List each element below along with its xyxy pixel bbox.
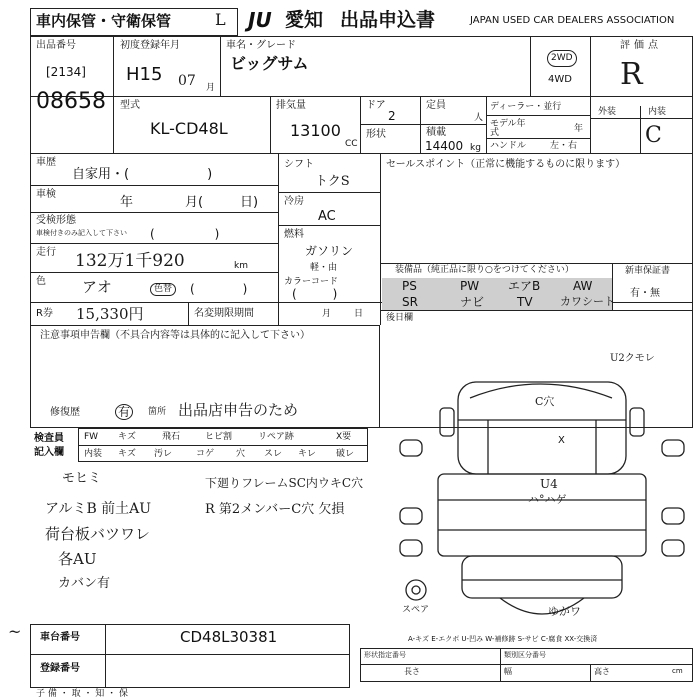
exterior-value: C bbox=[645, 123, 662, 148]
model-label: 型式 bbox=[120, 100, 140, 111]
chassis-value: CD48L30381 bbox=[180, 628, 278, 646]
lot-number: 08658 bbox=[36, 89, 106, 114]
equip-sr: SR bbox=[402, 295, 418, 309]
size-shape-no: 形状指定番号 bbox=[364, 651, 406, 659]
lot-label: 出品番号 bbox=[36, 40, 76, 51]
equip-airbag: エアB bbox=[508, 279, 541, 293]
shaken-month: 月( bbox=[185, 195, 204, 210]
load-unit: kg bbox=[470, 143, 481, 153]
org-name: 愛知 bbox=[285, 9, 324, 31]
damage-legend: A-キズ E-エクボ U-凹み W-補修跡 S-サビ C-腐食 XX-交換済 bbox=[408, 635, 598, 643]
car-name: ビッグサム bbox=[230, 54, 309, 73]
reg-era: H15 bbox=[126, 64, 163, 85]
repair-place: 箇所 bbox=[148, 407, 167, 417]
inspector-label: 検査員 bbox=[34, 433, 64, 444]
shift-label: シフト bbox=[284, 159, 314, 170]
insp-tobiishi: 飛石 bbox=[162, 432, 181, 442]
insp-int-cut: キレ bbox=[298, 449, 316, 459]
repair-circle: 有 bbox=[115, 404, 133, 420]
history-label: 車歴 bbox=[36, 157, 56, 168]
capacity-label: 定員 bbox=[426, 100, 446, 111]
hand-note-3: 荷台板バツワレ bbox=[45, 525, 151, 543]
shaken-day: 日) bbox=[240, 195, 259, 210]
storage-mark: L bbox=[215, 10, 226, 29]
load-label: 積載 bbox=[426, 127, 446, 138]
capacity-unit: 人 bbox=[474, 113, 484, 123]
insp-need: X要 bbox=[336, 432, 352, 442]
insp-int-tear: 破レ bbox=[336, 449, 355, 459]
reg-label: 初度登録年月 bbox=[120, 40, 180, 51]
shift-value: トクS bbox=[315, 174, 350, 189]
handle-lr: 左・右 bbox=[550, 141, 578, 151]
equip-ps: PS bbox=[402, 279, 417, 293]
diagram-pillar: ハ°ハゲ bbox=[528, 493, 567, 506]
shaken-label: 車検 bbox=[36, 189, 56, 200]
car-name-label: 車名・グレード bbox=[226, 40, 296, 51]
displacement-unit: CC bbox=[345, 139, 358, 149]
equip-pw: PW bbox=[460, 279, 480, 293]
insp-kizu: キズ bbox=[118, 432, 136, 442]
handle-label: ハンドル bbox=[490, 141, 527, 151]
storage-label: 車内保管・守衛保管 bbox=[36, 12, 172, 30]
equip-tv: TV bbox=[517, 295, 533, 309]
reg-month-suffix: 月 bbox=[206, 83, 216, 93]
insp-int-kizu: キズ bbox=[118, 449, 136, 459]
repair-text: 出品店申告のため bbox=[178, 401, 299, 419]
association-name: JAPAN USED CAR DEALERS ASSOCIATION bbox=[470, 15, 675, 26]
size-length: 長さ bbox=[404, 667, 420, 676]
inspector-label-2: 記入欄 bbox=[34, 447, 64, 458]
reg-month: 07 bbox=[178, 73, 196, 89]
equip-label: 装備品（純正品に限り○をつけてください） bbox=[395, 265, 574, 275]
color-code-paren: ( ) bbox=[190, 282, 248, 296]
name-change-day: 日 bbox=[354, 309, 364, 319]
form-title: 出品申込書 bbox=[340, 9, 436, 31]
repair-label: 修復歴 bbox=[50, 407, 80, 418]
color-label: 色 bbox=[36, 276, 46, 287]
fuel-label: 燃料 bbox=[284, 229, 304, 240]
insp-int-rub: スレ bbox=[264, 449, 283, 459]
color-value: アオ bbox=[82, 278, 112, 296]
hand-note-7: R 第2メンバーC穴 欠損 bbox=[205, 502, 345, 517]
drive-badge: 2WD bbox=[547, 50, 577, 67]
size-class-no: 類別区分番号 bbox=[504, 651, 546, 659]
displacement-label: 排気量 bbox=[276, 100, 306, 111]
chassis-label: 車台番号 bbox=[40, 632, 80, 643]
doors-label: ドア bbox=[366, 100, 386, 111]
size-width: 幅 bbox=[504, 667, 512, 676]
margin-mark: ~ bbox=[8, 622, 22, 641]
insp-int: 内装 bbox=[84, 449, 103, 459]
size-cm-unit: cm bbox=[672, 667, 683, 675]
rear-label: 後日欄 bbox=[386, 313, 414, 323]
lot-bracket: [2134] bbox=[46, 65, 86, 79]
score-value: R bbox=[620, 57, 643, 92]
hand-note-1: モヒミ bbox=[62, 471, 102, 486]
hand-note-2: アルミB 前土AU bbox=[45, 501, 152, 517]
insp-repair-mark: リペア跡 bbox=[258, 432, 294, 442]
equip-leather: カワシート bbox=[560, 295, 615, 308]
warranty-value: 有・無 bbox=[630, 288, 660, 299]
shaken-year: 年 bbox=[120, 195, 134, 210]
ac-label: 冷房 bbox=[284, 196, 304, 207]
score-label: 評価点 bbox=[620, 40, 662, 51]
drive-value: 4WD bbox=[548, 74, 572, 85]
recycle-value: 15,330円 bbox=[76, 305, 144, 323]
displacement-value: 13100 bbox=[290, 121, 341, 140]
diagram-c-hole: C穴 bbox=[535, 395, 555, 408]
diagram-top-note: U2クモレ bbox=[610, 353, 655, 364]
diagram-x-mark: X bbox=[558, 435, 565, 446]
ju-logo-icon: JU bbox=[248, 8, 272, 32]
hand-note-5: カバン有 bbox=[58, 576, 111, 591]
regno-label: 登録番号 bbox=[40, 663, 80, 674]
insp-fw: FW bbox=[84, 432, 99, 442]
ac-value: AC bbox=[318, 209, 336, 224]
recycle-label: R券 bbox=[36, 308, 53, 319]
name-change-month: 月 bbox=[322, 309, 332, 319]
sales-label: セールスポイント（正常に機能するものに限ります） bbox=[386, 159, 626, 170]
color-change: 色替 bbox=[150, 283, 176, 296]
load-value: 14400 bbox=[425, 139, 464, 153]
model-year-unit: 年 bbox=[574, 124, 584, 134]
insp-int-dirt: 汚レ bbox=[154, 449, 173, 459]
mileage-value: 132万1千920 bbox=[75, 251, 185, 271]
exterior-label: 外装 bbox=[598, 107, 617, 117]
hand-note-6: 下廻りフレームSC内ウキC穴 bbox=[205, 476, 364, 490]
hand-note-4: 各AU bbox=[58, 550, 97, 568]
diagram-spare: スペア bbox=[402, 605, 430, 615]
inspect-note: 車検付きのみ記入して下さい bbox=[36, 229, 127, 237]
insp-int-hole: 穴 bbox=[236, 449, 246, 459]
inspect-paren: ( ) bbox=[150, 227, 220, 241]
notes-label: 注意事項申告欄（不具合内容等は具体的に記入して下さい） bbox=[40, 330, 310, 341]
insp-hibi: ヒビ割 bbox=[205, 432, 233, 442]
diagram-bottom: ゆがワ bbox=[548, 605, 581, 618]
inspect-label: 受検形態 bbox=[36, 215, 76, 226]
model-value: KL-CD48L bbox=[150, 119, 228, 138]
name-change-label: 名変期限期間 bbox=[194, 308, 254, 319]
colorcode-label: カラーコード bbox=[284, 277, 339, 287]
mileage-label: 走行 bbox=[36, 247, 56, 258]
fuel-sub: 軽・由 bbox=[310, 263, 338, 273]
footer-row: 子 備 ・ 取 ・ 知 ・ 保 bbox=[36, 689, 129, 699]
diagram-u4: U4 bbox=[540, 477, 558, 491]
doors-value: 2 bbox=[388, 109, 396, 123]
fuel-value: ガソリン bbox=[305, 244, 354, 258]
model-year-label: モデル年式 bbox=[490, 119, 526, 138]
warranty-label: 新車保証書 bbox=[625, 266, 671, 276]
colorcode-paren: ( ) bbox=[292, 287, 338, 301]
size-height: 高さ bbox=[594, 667, 610, 676]
equip-aw: AW bbox=[573, 279, 593, 293]
history-value: 自家用・( ) bbox=[72, 167, 213, 182]
shape-label: 形状 bbox=[366, 129, 386, 140]
insp-int-burn: コゲ bbox=[196, 449, 215, 459]
equip-navi: ナビ bbox=[460, 295, 485, 309]
dealer-label: ディーラー・並行 bbox=[490, 102, 562, 112]
interior-label: 内装 bbox=[648, 107, 667, 117]
mileage-unit: km bbox=[234, 261, 248, 271]
